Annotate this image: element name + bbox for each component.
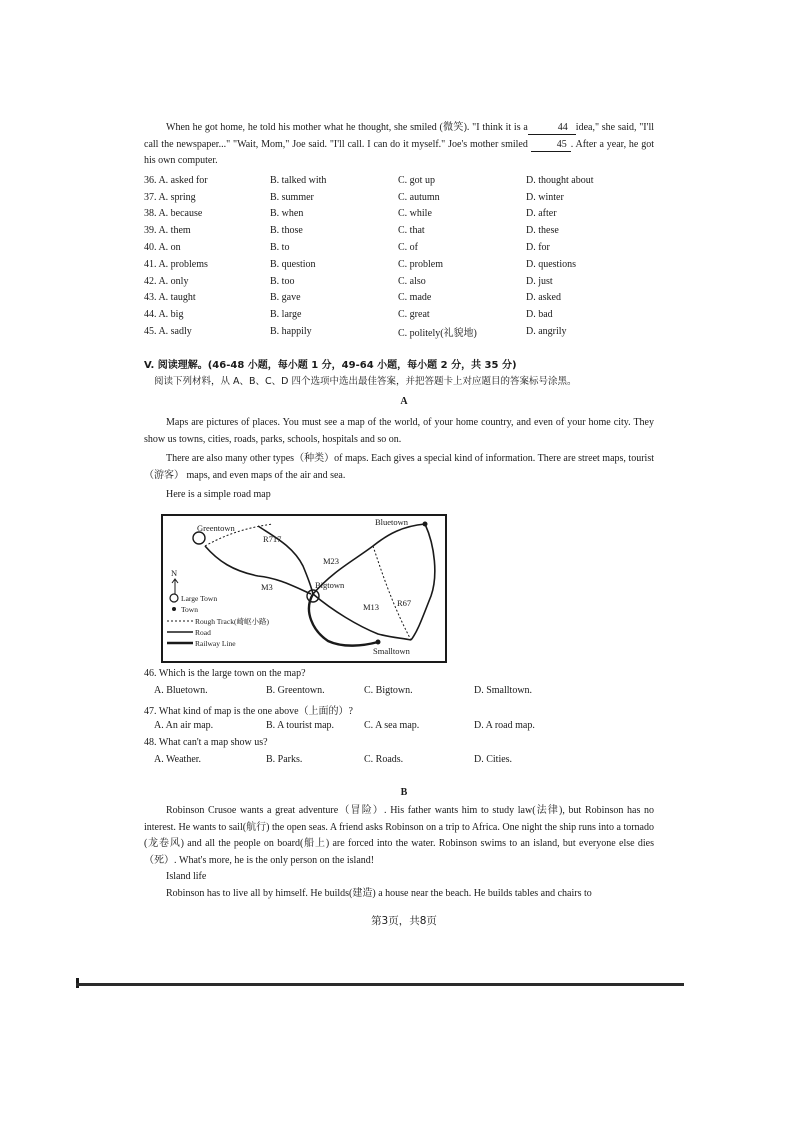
cloze-option: 44. A. big	[144, 309, 184, 321]
cloze-option: B. those	[270, 225, 303, 237]
label-r717: R717	[263, 534, 282, 544]
passage-a-p1: Maps are pictures of places. You must see a map of the world, of your home country, and even of your home city. They show us towns, cities, roads, parks, schools, hospitals and so on.	[144, 417, 654, 445]
cloze-option: B. happily	[270, 326, 312, 338]
cloze-option-row	[144, 222, 664, 239]
legend-town-icon	[172, 607, 176, 611]
cloze-option: C. got up	[398, 174, 435, 186]
legend-road: Road	[195, 628, 211, 637]
option: B. Parks.	[266, 754, 303, 765]
label-smalltown: Smalltown	[373, 646, 410, 656]
cloze-option: C. while	[398, 208, 432, 220]
smalltown-marker	[376, 640, 381, 645]
cloze-option-row	[144, 273, 664, 290]
cloze-option-row	[144, 189, 664, 206]
cloze-option: C. politely(礼貌地)	[398, 328, 477, 340]
cloze-option: 37. A. spring	[144, 191, 196, 203]
cloze-option: B. when	[270, 208, 304, 220]
cloze-option-row	[144, 239, 664, 256]
passage-label-b: B	[400, 787, 408, 798]
option: A. Weather.	[154, 754, 202, 765]
cloze-option: 38. A. because	[144, 208, 203, 220]
cloze-option: B. summer	[270, 191, 314, 203]
label-m3: M3	[261, 582, 273, 592]
label-m13: M13	[363, 602, 380, 612]
cloze-option: C. problem	[398, 258, 443, 270]
passage-b-subheading: Island life	[166, 871, 207, 882]
blank-45: 45	[531, 139, 571, 152]
cloze-option: C. also	[398, 275, 426, 287]
cloze-option: B. to	[270, 242, 290, 254]
passage-text: . After a year, he got his own computer.	[144, 138, 654, 166]
cloze-option: B. large	[270, 309, 302, 321]
passage-b-p2: Robinson has to live all by himself. He builds(建造) a house near the beach. He builds tables and chairs to	[166, 888, 592, 899]
cloze-option: B. too	[270, 275, 295, 287]
cloze-option: D. just	[526, 275, 553, 287]
question-46-options	[144, 685, 664, 701]
passage-a-p2: There are also many other types（种类）of maps. Each gives a special kind of information. There are street maps, tourist（游客） maps, and even maps of the air and sea.	[144, 453, 654, 481]
road-map	[161, 514, 447, 663]
cloze-option: 40. A. on	[144, 242, 181, 254]
cloze-option: C. autumn	[398, 191, 440, 203]
passage-conclusion	[144, 120, 654, 170]
option: D. Cities.	[474, 754, 513, 765]
passage-a-p3: Here is a simple road map	[166, 489, 271, 500]
north-arrow-icon	[172, 579, 178, 594]
legend-large-town-icon	[170, 594, 178, 602]
cloze-option-row	[144, 206, 664, 223]
cloze-option: D. questions	[526, 258, 576, 270]
cloze-option: 43. A. taught	[144, 292, 196, 304]
option: B. A tourist map.	[266, 720, 335, 731]
question-48-stem: 48. What can't a map show us?	[144, 737, 268, 748]
cloze-option-row	[144, 172, 664, 189]
cloze-option: C. great	[398, 309, 430, 321]
cloze-option: D. thought about	[526, 174, 594, 186]
passage-b-p1: Robinson Crusoe wants a great adventure（冒险）. His father wants him to study law(法律), but Robinson has no interest. He wants to sail(航行) the open seas. A friend asks Robinson on a trip to Africa. One night the ship runs into a tornado (龙卷风) and all the people on board(船上) are forced into the water. Robinson swims to an island, but everyone else dies（死）. What's more, he is the only person on the island!	[144, 805, 654, 866]
cloze-option: D. bad	[526, 309, 553, 321]
passage-text: When he got home, he told his mother what he thought, she smiled (微笑). "I think it is a	[166, 122, 528, 133]
page-number: 第3页，共8页	[371, 915, 437, 927]
option: D. Smalltown.	[474, 685, 533, 696]
label-bigtown: Bigtown	[315, 580, 345, 590]
greentown-marker	[193, 532, 205, 544]
cloze-option: C. made	[398, 292, 432, 304]
option: C. A sea map.	[364, 720, 420, 731]
passage-label-a: A	[400, 396, 408, 407]
option: B. Greentown.	[266, 685, 325, 696]
passage-text: idea," she said, "I'll call the newspaper..." "Wait, Mom," Joe said. "I'll call. I can do it myself." Joe's mother smiled	[144, 122, 654, 150]
cloze-option: 45. A. sadly	[144, 326, 192, 338]
cloze-option-row	[144, 290, 664, 307]
question-48-options	[144, 754, 664, 770]
legend-rough-track: Rough Track(崎岖小路)	[195, 617, 269, 626]
rough-track	[373, 546, 411, 640]
question-46-stem: 46. Which is the large town on the map?	[144, 668, 306, 679]
option: C. Roads.	[364, 754, 404, 765]
option: A. Bluetown.	[154, 685, 208, 696]
legend-railway: Railway Line	[195, 639, 236, 648]
cloze-option: 41. A. problems	[144, 258, 208, 270]
cloze-option: C. that	[398, 225, 425, 237]
option: A. An air map.	[154, 720, 214, 731]
label-m23: M23	[323, 556, 340, 566]
bluetown-marker	[423, 522, 428, 527]
cloze-option-row	[144, 306, 664, 323]
cloze-option: B. talked with	[270, 174, 327, 186]
cloze-option: 36. A. asked for	[144, 174, 208, 186]
road-map-drawing	[163, 516, 445, 661]
cloze-option-row	[144, 323, 664, 340]
north-label: N	[171, 568, 178, 578]
section-heading: V. 阅读理解。(46-48 小题，每小题 1 分，49-64 小题，每小题 2 分，共 35 分)	[144, 360, 517, 371]
question-47-stem: 47. What kind of map is the one above（上面的）?	[144, 706, 353, 717]
scan-edge-bar	[76, 978, 684, 988]
cloze-option: C. of	[398, 242, 418, 254]
cloze-option: 39. A. them	[144, 225, 191, 237]
option: C. Bigtown.	[364, 685, 413, 696]
cloze-option: D. angrily	[526, 326, 567, 338]
cloze-options	[144, 172, 664, 340]
cloze-option: D. asked	[526, 292, 561, 304]
cloze-option: 42. A. only	[144, 275, 189, 287]
legend-town: Town	[181, 605, 198, 614]
cloze-option: B. question	[270, 258, 316, 270]
option: D. A road map.	[474, 720, 535, 731]
blank-44: 44	[528, 122, 576, 135]
label-r67: R67	[397, 598, 412, 608]
label-bluetown: Bluetown	[375, 517, 409, 527]
legend-large-town: Large Town	[181, 594, 218, 603]
cloze-option: B. gave	[270, 292, 301, 304]
cloze-option: D. after	[526, 208, 557, 220]
cloze-option: D. these	[526, 225, 559, 237]
cloze-option: D. for	[526, 242, 550, 254]
road-r67	[411, 524, 435, 640]
label-greentown: Greentown	[197, 523, 235, 533]
section-instruction: 阅读下列材料，从 A、B、C、D 四个选项中选出最佳答案，并把答题卡上对应题目的答案标号涂黑。	[154, 376, 577, 387]
cloze-option-row	[144, 256, 664, 273]
cloze-option: D. winter	[526, 191, 564, 203]
question-47-options	[144, 720, 664, 736]
